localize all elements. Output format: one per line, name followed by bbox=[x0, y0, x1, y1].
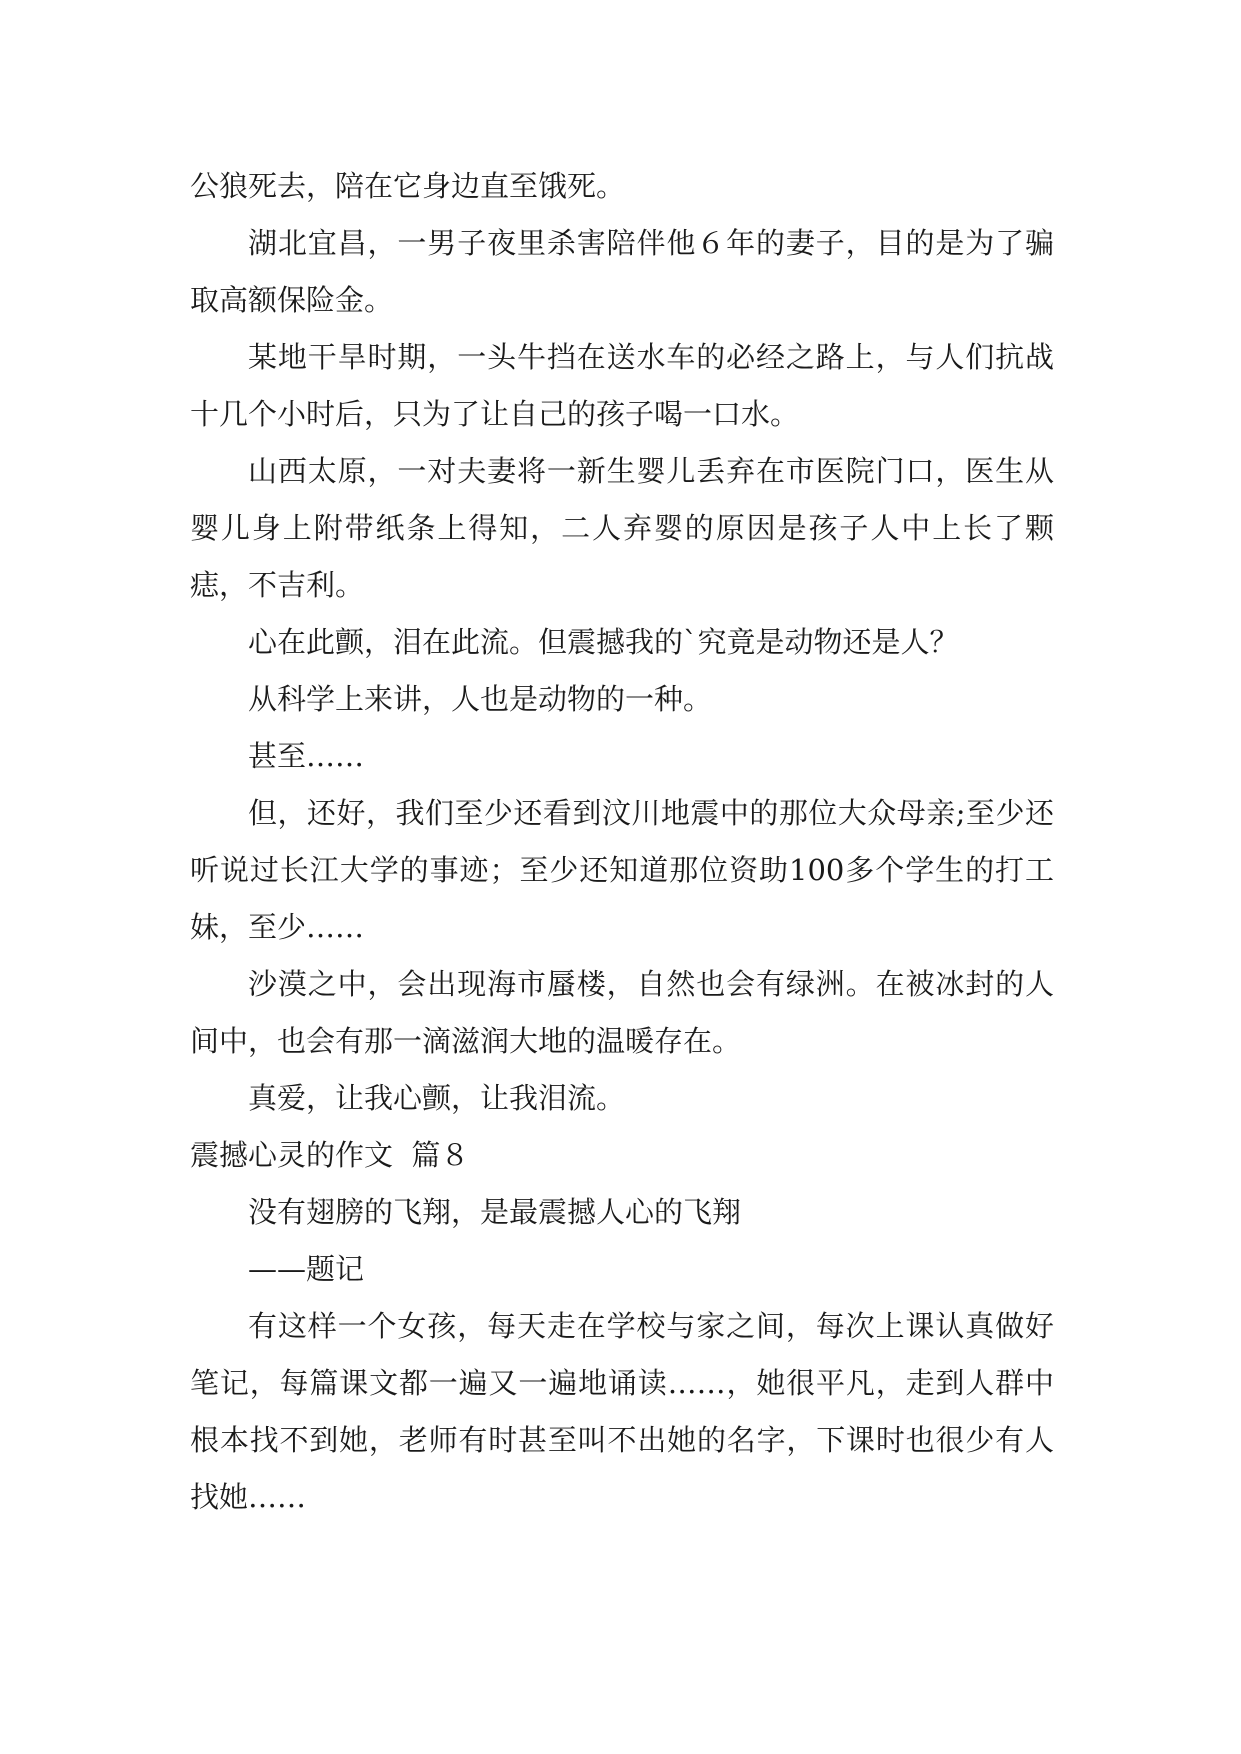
document-body bbox=[190, 158, 1054, 1526]
epigraph: 没有翅膀的飞翔，是最震撼人心的飞翔 bbox=[248, 1195, 742, 1229]
paragraph-5: 心在此颤，泪在此流。但震撼我的`究竟是动物还是人？ bbox=[248, 625, 959, 659]
paragraph-4: 山西太原，一对夫妻将一新生婴儿丢弃在市医院门口，医生从婴儿身上附带纸条上得知，二人弃婴的原因是孩子人中上长了颗痣，不吉利。 bbox=[190, 454, 1054, 602]
paragraph-10: 真爱，让我心颤，让我泪流。 bbox=[248, 1081, 626, 1115]
paragraph-2: 湖北宜昌，一男子夜里杀害陪伴他６年的妻子，目的是为了骗取高额保险金。 bbox=[190, 226, 1054, 317]
paragraph-9: 沙漠之中，会出现海市蜃楼，自然也会有绿洲。在被冰封的人间中，也会有那一滴滋润大地的温暖存在。 bbox=[190, 967, 1054, 1058]
section-paragraph-1: 有这样一个女孩，每天走在学校与家之间，每次上课认真做好笔记，每篇课文都一遍又一遍地诵读……，她很平凡，走到人群中根本找不到她，老师有时甚至叫不出她的名字，下课时也很少有人找她…… bbox=[190, 1309, 1054, 1514]
paragraph-6: 从科学上来讲，人也是动物的一种。 bbox=[248, 682, 713, 716]
paragraph-1: 公狼死去，陪在它身边直至饿死。 bbox=[190, 169, 626, 203]
paragraph-3: 某地干旱时期，一头牛挡在送水车的必经之路上，与人们抗战十几个小时后，只为了让自己的孩子喝一口水。 bbox=[190, 340, 1054, 431]
paragraph-8: 但，还好，我们至少还看到汶川地震中的那位大众母亲;至少还听说过长江大学的事迹；至少还知道那位资助100多个学生的打工妹，至少…… bbox=[190, 796, 1054, 944]
section-heading: 震撼心灵的作文 篇８ bbox=[190, 1138, 470, 1172]
epigraph-attribution: ——题记 bbox=[248, 1252, 365, 1286]
paragraph-7: 甚至…… bbox=[248, 739, 365, 773]
